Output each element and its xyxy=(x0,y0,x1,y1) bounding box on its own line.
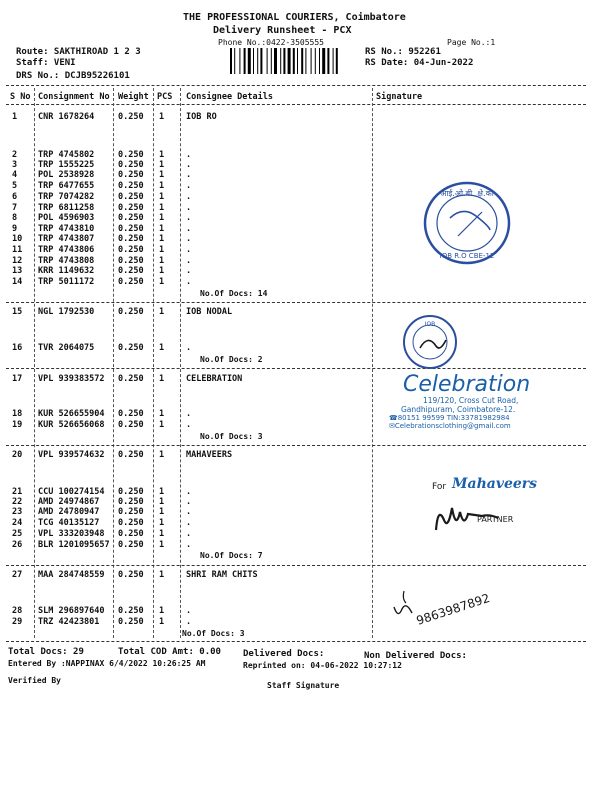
mahaveers-partner: PARTNER xyxy=(477,515,514,524)
non-delivered-docs: Non Delivered Docs: xyxy=(364,651,467,661)
table-row: 16 TVR 2064075 0.250 1 . xyxy=(12,343,192,353)
entered-by: Entered By :NAPPINAX 6/4/2022 10:26:25 AM xyxy=(8,659,206,668)
table-row: 23 AMD 24780947 0.250 1 . xyxy=(12,507,192,517)
celebration-address-1: 119/120, Cross Cut Road, xyxy=(423,396,519,405)
col-weight: Weight xyxy=(118,92,149,102)
table-row: 5 TRP 6477655 0.250 1 . xyxy=(12,181,192,191)
iob-stamp-code: IOB R.O CBE-12 xyxy=(439,252,495,260)
divider xyxy=(6,85,586,86)
staff: Staff: VENI xyxy=(16,58,76,68)
celebration-address-2: Gandhipuram, Coimbatore-12. xyxy=(401,405,516,414)
col-signature: Signature xyxy=(376,92,423,102)
table-row: 7 TRP 6811258 0.250 1 . xyxy=(12,203,192,213)
docs-count: No.Of Docs: 2 xyxy=(200,355,263,364)
nodal-stamp-text: IOB xyxy=(424,321,436,328)
table-row: 8 POL 4596903 0.250 1 . xyxy=(12,213,192,223)
table-row: 29 TRZ 42423801 0.250 1 . xyxy=(12,617,192,627)
divider xyxy=(6,302,586,303)
delivered-docs: Delivered Docs: xyxy=(243,649,325,659)
table-row: 3 TRP 1555225 0.250 1 . xyxy=(12,160,192,170)
table-row: 11 TRP 4743806 0.250 1 . xyxy=(12,245,192,255)
table-row: 1 CNR 1678264 0.250 1 IOB RO xyxy=(12,112,217,122)
docs-count: No.Of Docs: 3 xyxy=(200,432,263,441)
total-docs: Total Docs: 29 xyxy=(8,647,84,657)
drs-number: DRS No.: DCJB95226101 xyxy=(16,71,130,81)
receiver-signature xyxy=(390,585,500,630)
page-number: Page No.:1 xyxy=(447,38,496,47)
table-row: 12 TRP 4743808 0.250 1 . xyxy=(12,256,192,266)
phone-number: Phone No.:0422-3505555 xyxy=(218,38,324,47)
table-row: 14 TRP 5011172 0.250 1 . xyxy=(12,277,192,287)
table-row: 4 POL 2538928 0.250 1 . xyxy=(12,170,192,180)
table-row: 17 VPL 939383572 0.250 1 CELEBRATION xyxy=(12,374,243,384)
table-row: 21 CCU 100274154 0.250 1 . xyxy=(12,487,192,497)
mahaveers-logo: Mahaveers xyxy=(452,476,538,492)
barcode xyxy=(230,48,360,74)
table-row: 22 AMD 24974867 0.250 1 . xyxy=(12,497,192,507)
mahaveers-for: For xyxy=(432,482,447,492)
divider xyxy=(6,641,586,642)
mahaveers-signature xyxy=(432,500,512,536)
celebration-email: ✉Celebrationsclothing@gmail.com xyxy=(389,422,511,430)
rs-date: RS Date: 04-Jun-2022 xyxy=(365,58,474,68)
divider xyxy=(6,104,586,105)
iob-ro-stamp xyxy=(418,178,516,268)
receiver-phone-note: 9863987892 xyxy=(414,590,492,628)
table-row: 28 SLM 296897640 0.250 1 . xyxy=(12,606,192,616)
table-row: 9 TRP 4743810 0.250 1 . xyxy=(12,224,192,234)
document-title: Delivery Runsheet - PCX xyxy=(213,25,352,36)
rs-number: RS No.: 952261 xyxy=(365,47,441,57)
docs-count: No.Of Docs: 3 xyxy=(182,629,245,638)
divider xyxy=(6,445,586,446)
table-row: 24 TCG 40135127 0.250 1 . xyxy=(12,518,192,528)
staff-signature: Staff Signature xyxy=(267,681,340,690)
celebration-logo: Celebration xyxy=(403,372,531,397)
table-row: 19 KUR 526656068 0.250 1 . xyxy=(12,420,192,430)
table-row: 18 KUR 526655904 0.250 1 . xyxy=(12,409,192,419)
table-row: 25 VPL 333203948 0.250 1 . xyxy=(12,529,192,539)
table-row: 10 TRP 4743807 0.250 1 . xyxy=(12,234,192,244)
col-pcs: PCS xyxy=(157,92,173,102)
table-header xyxy=(0,92,600,102)
table-row: 15 NGL 1792530 0.250 1 IOB NODAL xyxy=(12,307,233,317)
company-name: THE PROFESSIONAL COURIERS, Coimbatore xyxy=(183,12,406,23)
col-details: Consignee Details xyxy=(186,92,273,102)
col-consignment: Consignment No xyxy=(38,92,110,102)
iob-nodal-stamp xyxy=(400,312,460,372)
total-cod: Total COD Amt: 0.00 xyxy=(118,647,221,657)
reprinted-on: Reprinted on: 04-06-2022 10:27:12 xyxy=(243,661,402,670)
celebration-phone: ☎80151 99599 TIN:33781982984 xyxy=(389,414,510,422)
route: Route: SAKTHIROAD 1 2 3 xyxy=(16,47,141,57)
divider xyxy=(6,368,586,369)
table-row: 13 KRR 1149632 0.250 1 . xyxy=(12,266,192,276)
table-row: 26 BLR 1201095657 0.250 1 . xyxy=(12,540,192,550)
iob-stamp-text: आई.ओ.बी. क्षे.का xyxy=(440,189,494,198)
celebration-stamp xyxy=(389,372,565,434)
table-row: 20 VPL 939574632 0.250 1 MAHAVEERS xyxy=(12,450,233,460)
verified-by: Verified By xyxy=(8,676,61,685)
table-row: 2 TRP 4745802 0.250 1 . xyxy=(12,150,192,160)
col-sno: S No xyxy=(10,92,31,102)
table-row: 6 TRP 7074282 0.250 1 . xyxy=(12,192,192,202)
table-row: 27 MAA 284748559 0.250 1 SHRI RAM CHITS xyxy=(12,570,258,580)
docs-count: No.Of Docs: 14 xyxy=(200,289,268,298)
divider xyxy=(6,565,586,566)
docs-count: No.Of Docs: 7 xyxy=(200,551,263,560)
